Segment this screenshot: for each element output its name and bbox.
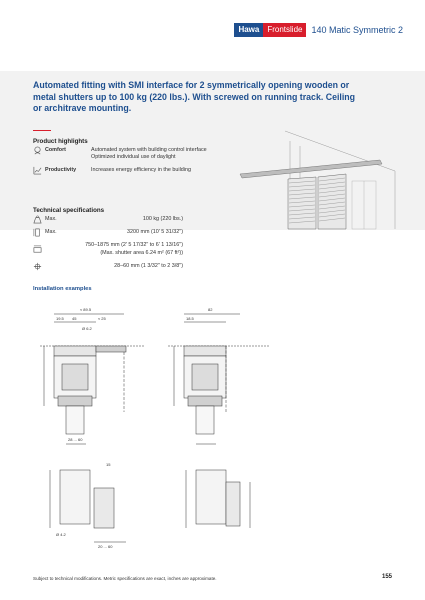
dim-label: 45: [72, 316, 77, 321]
thickness-icon: [33, 262, 42, 271]
carriage: [58, 396, 92, 406]
spec-width: [33, 242, 183, 257]
highlight-text: Increases energy efficiency in the building: [91, 167, 191, 173]
footer-note: Subject to technical modifications. Metric specifications are exact, inches are approximate.: [33, 576, 217, 581]
spec-value: 100 kg (220 lbs.): [142, 216, 183, 222]
model-name: 140 Matic Symmetric 2: [311, 25, 403, 35]
bracket-detail: [196, 470, 226, 524]
page-headline: Automated fitting with SMI interface for 2 symmetrically opening wooden or metal shutters up to 100 kg (220 lbs.). With screwed on running track. Ceiling or architrave mounting.: [33, 80, 356, 113]
productivity-icon: [33, 166, 42, 175]
width-icon: [33, 245, 42, 254]
spec-value: 3200 mm (10' 5 31/32"): [127, 229, 183, 235]
spec-label: Max.: [45, 229, 57, 235]
spec-value: 28–60 mm (1 3/32" to 2 3/8"): [114, 263, 183, 269]
highlight-text: Automated system with building control interface: [91, 147, 207, 153]
installation-drawings: [0, 292, 425, 582]
dim-label: 19.5: [56, 316, 64, 321]
comfort-icon: [33, 146, 42, 155]
shutter-section: [66, 406, 84, 434]
spec-value-secondary: (Max. shutter area 6.24 m² (67 ft²)): [100, 250, 183, 256]
dim-label: 82: [208, 307, 213, 312]
dim-label: 18.5: [186, 316, 194, 321]
highlights-title: Product highlights: [33, 138, 88, 145]
installation-title: Installation examples: [33, 286, 92, 292]
dim-label: 15: [106, 462, 111, 467]
header: [234, 23, 403, 37]
running-track: [184, 346, 226, 356]
dim-label: Ø 4.2: [56, 532, 66, 537]
bracket-detail: [60, 470, 90, 524]
highlight-label: Comfort: [45, 147, 66, 153]
shutter-section: [196, 406, 214, 434]
carriage: [188, 396, 222, 406]
height-icon: [33, 228, 42, 237]
bracket-detail: [226, 482, 240, 526]
highlight-text: Optimized individual use of daylight: [91, 154, 176, 160]
brand-logo: Hawa: [234, 23, 263, 37]
accent-divider: [33, 130, 51, 131]
spec-height: [33, 229, 183, 237]
spec-weight: [33, 216, 183, 224]
dim-label: 28 ... 60: [68, 437, 83, 442]
motor-unit: [62, 364, 88, 390]
ceiling-bracket: [96, 346, 126, 352]
dim-label: ≈ 89.5: [80, 307, 92, 312]
spec-value: 750–1875 mm (2' 5 17/32" to 6' 1 13/16"): [85, 242, 183, 248]
highlight-productivity: [33, 167, 333, 175]
running-track: [54, 346, 96, 356]
dim-label: 20 ... 60: [98, 544, 113, 549]
spec-label: Max.: [45, 216, 57, 222]
page-number: 155: [381, 574, 392, 580]
highlight-label: Productivity: [45, 167, 77, 173]
product-line-label: Frontslide: [263, 23, 306, 37]
dim-label: Ø 6.2: [82, 326, 92, 331]
bracket-detail: [94, 488, 114, 528]
spec-thickness: [33, 263, 183, 271]
motor-unit: [192, 364, 218, 390]
weight-icon: [33, 215, 42, 224]
dim-label: ≈ 25: [98, 316, 106, 321]
specs-title: Technical specifications: [33, 207, 105, 214]
highlight-comfort: [33, 147, 333, 163]
